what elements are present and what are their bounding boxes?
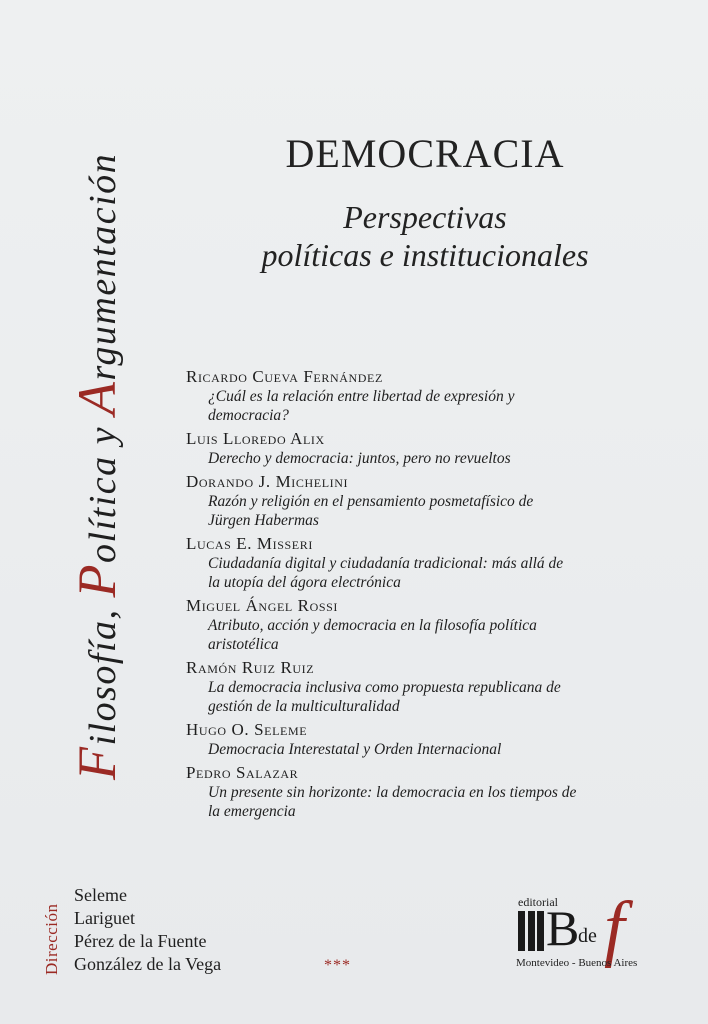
- series-initial-a: A: [67, 380, 127, 415]
- author-name: Pedro Salazar: [186, 763, 299, 782]
- publisher-location: Montevideo - Buenos Aires: [516, 957, 638, 969]
- article-title-line: la emergencia: [208, 803, 296, 820]
- series-initial-p: P: [67, 562, 127, 598]
- article-title: [186, 678, 626, 716]
- subtitle-line: Perspectivas: [343, 199, 507, 235]
- author-name: Hugo O. Seleme: [186, 720, 308, 739]
- series-word-3: rgumentación: [82, 152, 124, 381]
- book-title: DEMOCRACIA: [285, 131, 565, 176]
- article-title-line: Atributo, acción y democracia en la filosofía política: [208, 617, 537, 634]
- article-title-line: la utopía del ágora electrónica: [208, 574, 401, 591]
- article-title-line: Un presente sin horizonte: la democracia en los tiempos de: [208, 784, 577, 801]
- logo-letter-b: B: [546, 900, 580, 956]
- author-name: Dorando J. Michelini: [186, 472, 349, 491]
- article-title-line: democracia?: [208, 407, 289, 424]
- contribution-entry: [186, 719, 626, 759]
- book-subtitle: [190, 198, 660, 274]
- ornament-stars: ***: [324, 957, 351, 974]
- logo-bar: [528, 911, 535, 951]
- article-title-line: Democracia Interestatal y Orden Internacional: [208, 741, 502, 758]
- series-title: [66, 153, 128, 780]
- article-title-line: La democracia inclusiva como propuesta republicana de: [208, 679, 561, 696]
- director-name: Seleme: [74, 885, 127, 905]
- director-name: González de la Vega: [74, 954, 222, 974]
- contribution-entry: [186, 762, 626, 821]
- logo-letter-f: f: [604, 887, 625, 969]
- article-title: [186, 740, 626, 759]
- logo-bar: [518, 911, 525, 951]
- direction-label: Dirección: [42, 903, 61, 975]
- publisher-editorial-label: editorial: [518, 895, 558, 909]
- contribution-entry: [186, 657, 626, 716]
- series-initial-f: F: [67, 745, 127, 780]
- article-title: [186, 492, 626, 530]
- logo-bar: [537, 911, 544, 951]
- article-title: [186, 616, 626, 654]
- contribution-entry: [186, 471, 626, 530]
- logo-de: de: [578, 925, 597, 947]
- directors-list: [74, 884, 221, 976]
- director-name: Lariguet: [74, 908, 135, 928]
- subtitle-line: políticas e institucionales: [261, 237, 589, 273]
- article-title-line: Derecho y democracia: juntos, pero no revueltos: [208, 450, 511, 467]
- contribution-entry: [186, 595, 626, 654]
- article-title-line: Ciudadanía digital y ciudadanía tradicional: más allá de: [208, 555, 564, 572]
- contributions-list: [186, 366, 626, 824]
- article-title-line: gestión de la multiculturalidad: [208, 698, 400, 715]
- director-name: Pérez de la Fuente: [74, 931, 207, 951]
- author-name: Luis Lloredo Alix: [186, 429, 325, 448]
- series-word-1: ilosofía,: [82, 597, 124, 746]
- article-title-line: Jürgen Habermas: [208, 512, 319, 529]
- article-title: [186, 783, 626, 821]
- author-name: Ricardo Cueva Fernández: [186, 367, 383, 386]
- publisher-logo: [512, 887, 662, 985]
- author-name: Miguel Ángel Rossi: [186, 596, 339, 615]
- article-title: [186, 554, 626, 592]
- article-title: [186, 387, 626, 425]
- series-word-2: olítica y: [82, 415, 124, 563]
- article-title-line: Razón y religión en el pensamiento posmetafísico de: [208, 493, 534, 510]
- contribution-entry: [186, 366, 626, 425]
- author-name: Ramón Ruiz Ruiz: [186, 658, 315, 677]
- article-title-line: ¿Cuál es la relación entre libertad de expresión y: [208, 388, 515, 405]
- author-name: Lucas E. Misseri: [186, 534, 313, 553]
- article-title: [186, 449, 626, 468]
- contribution-entry: [186, 428, 626, 468]
- article-title-line: aristotélica: [208, 636, 279, 653]
- contribution-entry: [186, 533, 626, 592]
